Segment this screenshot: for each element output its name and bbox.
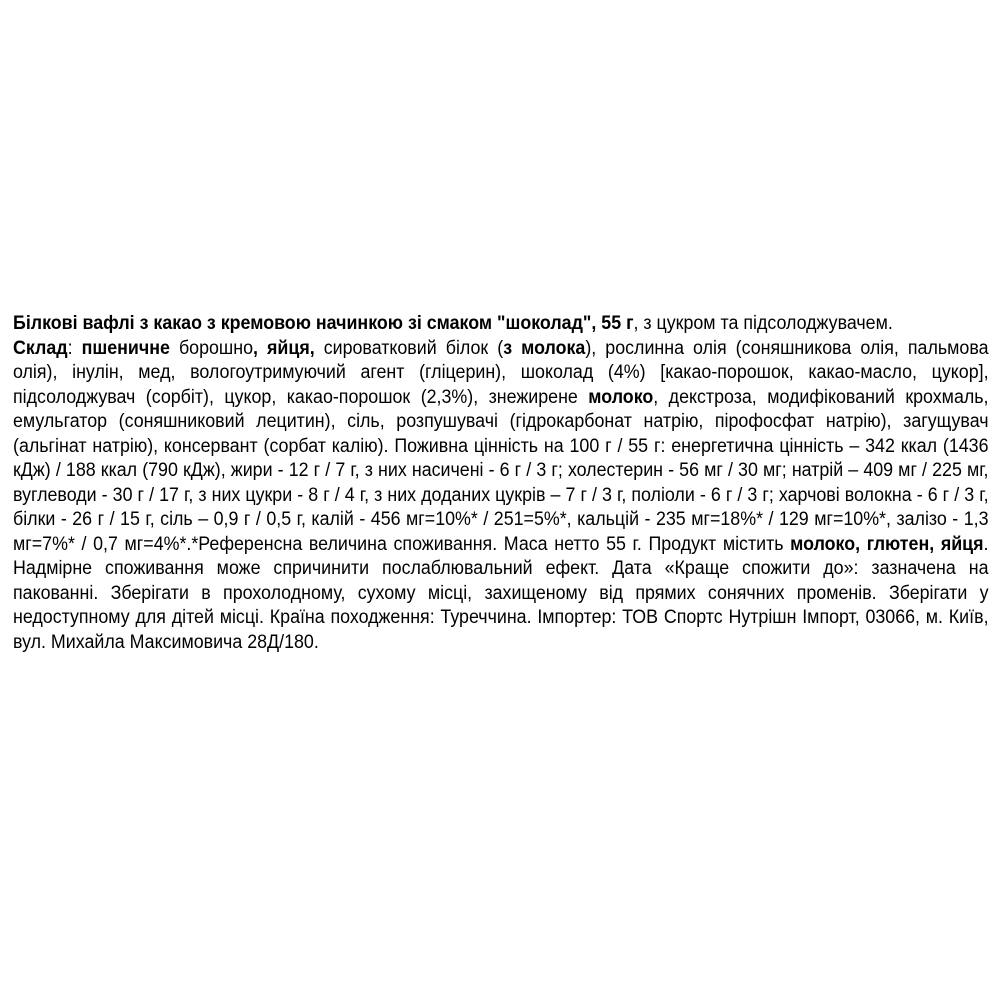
label-text-run: борошно (169, 336, 253, 359)
product-label-text (13, 311, 989, 654)
label-text-run: сироватковий білок ( (314, 336, 504, 359)
label-text-run: , декстроза, модифікований крохмаль, емульгатор (соняшниковий лецитин), сіль, розпушувачі (гідрокарбонат натрію, пірофосфат натрію), загущувач (альгінат натрію), консервант (сорбат калію). Поживна цінність на 100 г / 55 г: енергетична цінність – 342 ккал (1436 кДж) / 188 ккал (790 кДж), жири - 12 г / 7 г, з них насичені - 6 г / 3 г; холестерин - 56 мг / 30 мг; натрій – 409 мг / 225 мг, вуглеводи - 30 г / 17 г, з них цукри - 8 г / 4 г, з них доданих цукрів – 7 г / 3 г, поліоли - 6 г / 3 г; харчові волокна - 6 г / 3 г, білки - 26 г / 15 г, сіль – 0,9 г / 0,5 г, калій - 456 мг=10%* / 251=5%*, кальцій - 235 мг=18%* / 129 мг=10%*, залізо - 1,3 мг=7%* / 0,7 мг=4%*.*Референсна величина споживання. Маса нетто 55 г. Продукт містить (13, 385, 989, 555)
label-bold-run: , яйця, (252, 336, 315, 359)
label-title-paragraph (13, 311, 989, 336)
label-text-run: : (67, 336, 82, 359)
label-bold-run: пшеничне (81, 336, 170, 359)
label-text-run: , з цукром та підсолоджувачем. (633, 312, 893, 334)
label-text-run: . Надмірне споживання може спричинити послаблювальний ефект. Дата «Краще спожити до»: зазначена на пакованні. Зберігати в прохолодному, сухому місці, захищеному від прямих сонячних променів. Зберігати у недоступному для дітей місці. Країна походження: Туреччина. Імпортер: ТОВ Спортс Нутрішн Імпорт, 03066, м. Київ, вул. Михайла Максимовича 28Д/180. (13, 532, 989, 653)
label-bold-run: Склад (13, 336, 68, 359)
label-bold-run: з молока (503, 336, 586, 359)
label-bold-run: молоко (588, 385, 654, 408)
label-bold-run: Білкові вафлі з какао з кремовою начинкою зі смаком "шоколад", 55 г (13, 312, 634, 334)
label-text-run: ), рослинна олія (соняшникова олія, пальмова олія), інулін, мед, вологоутримуючий агент (гліцерин), шоколад (4%) [какао-порошок, какао-масло, цукор], підсолоджувач (сорбіт), цукор, какао-порошок (2,3%), знежирене (13, 336, 989, 408)
label-composition-paragraph (13, 336, 989, 655)
label-bold-run: молоко, глютен, яйця (790, 532, 984, 555)
